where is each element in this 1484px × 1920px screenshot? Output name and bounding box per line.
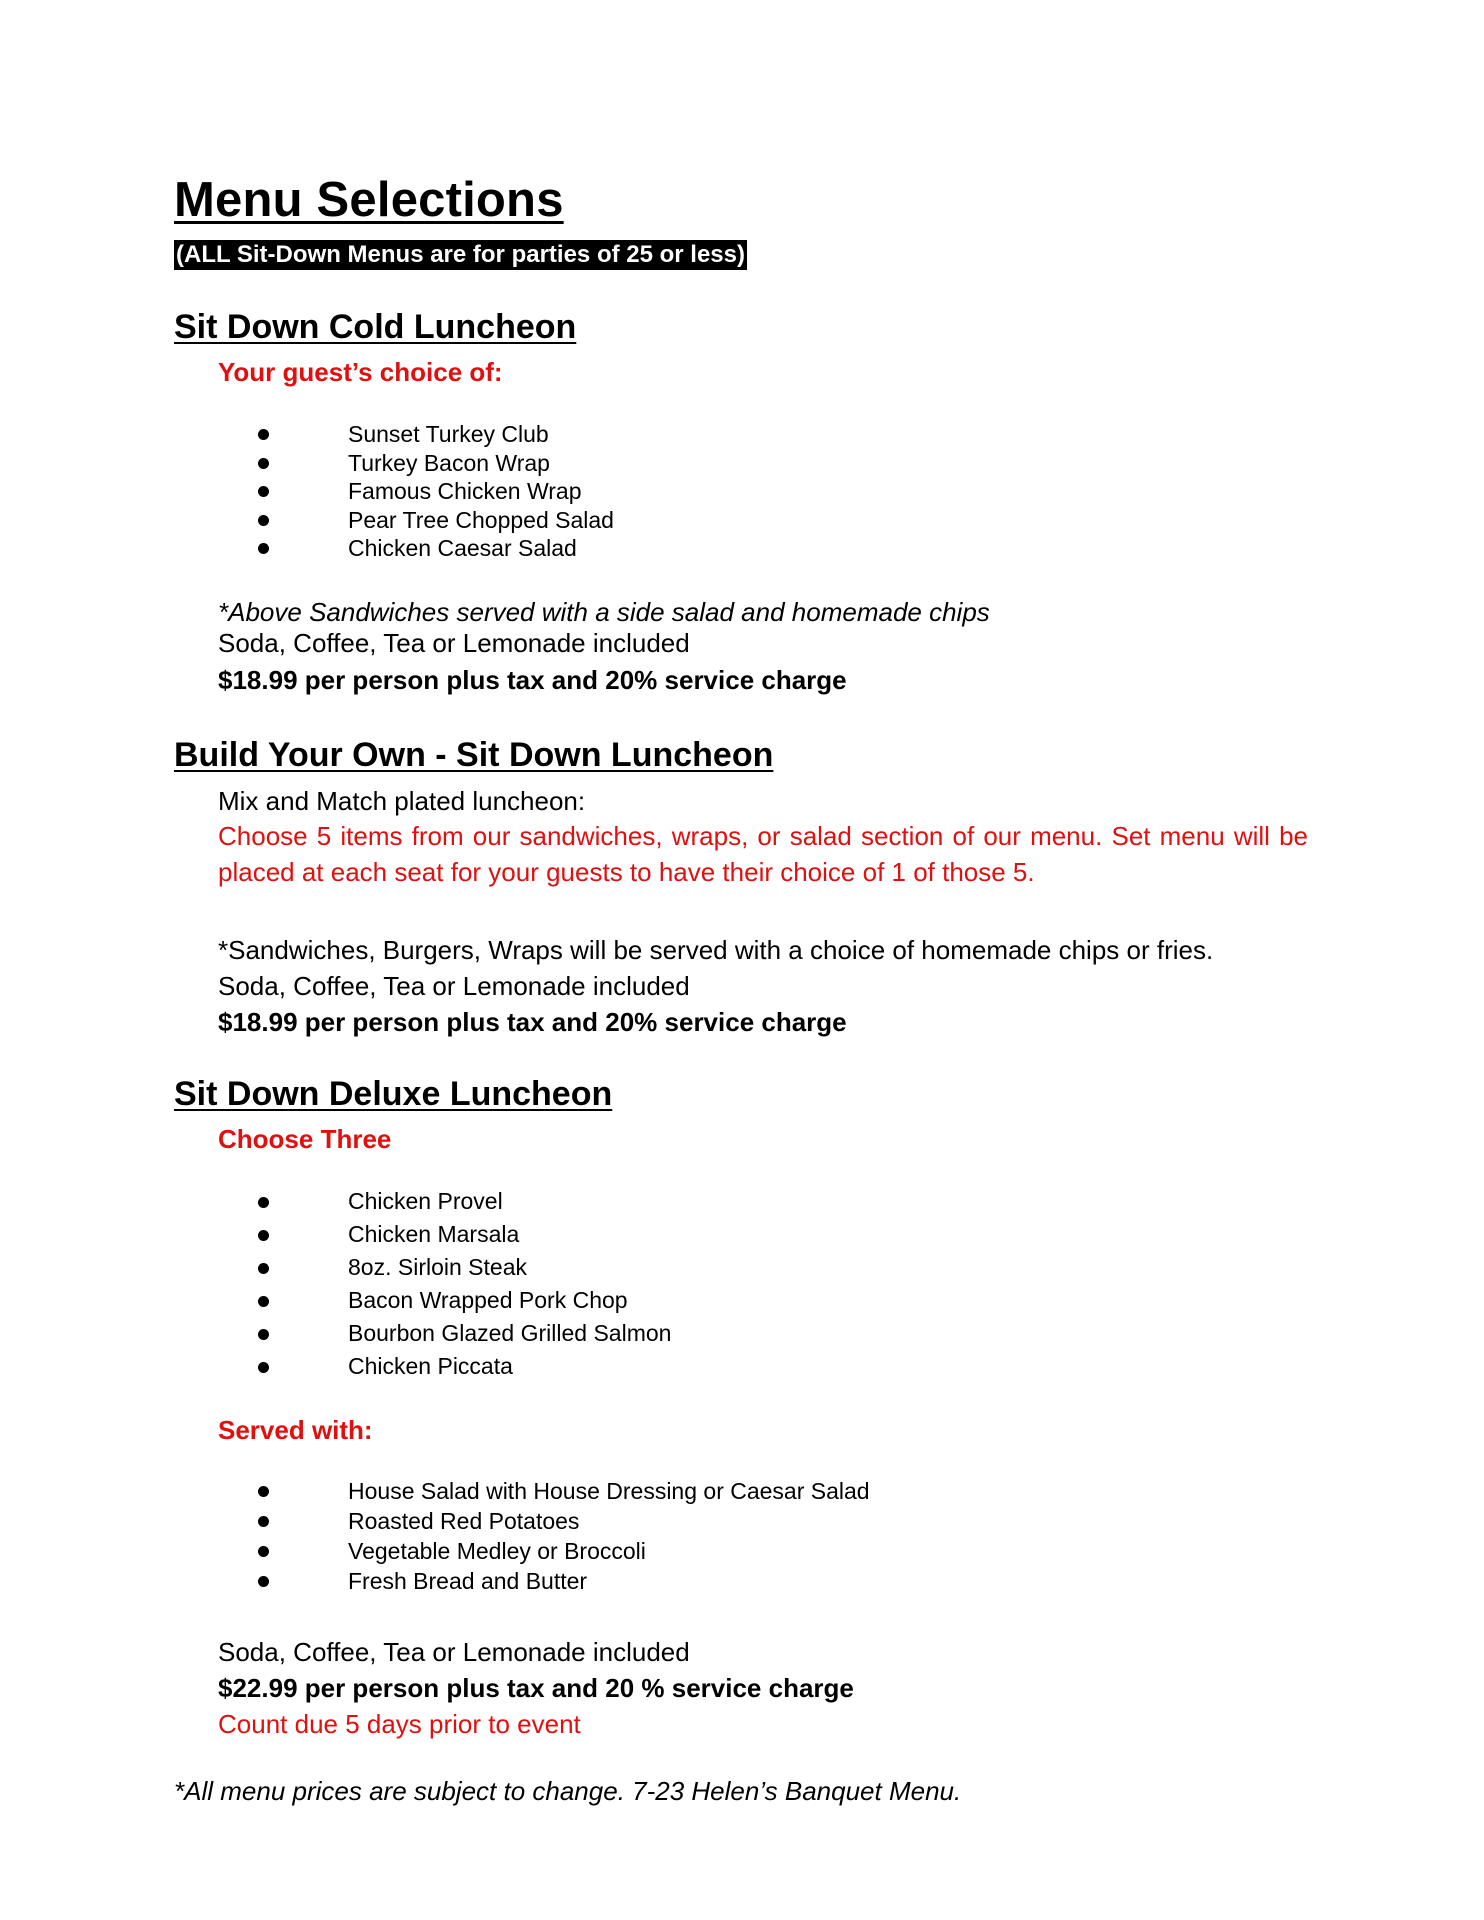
bullet-icon <box>258 515 269 526</box>
build-your-own-note: *Sandwiches, Burgers, Wraps will be served with a choice of homemade chips or fries. <box>218 935 1214 965</box>
cold-luncheon-drinks: Soda, Coffee, Tea or Lemonade included <box>218 628 690 658</box>
deluxe-luncheon-drinks: Soda, Coffee, Tea or Lemonade included <box>218 1637 690 1667</box>
bullet-icon <box>258 543 269 554</box>
count-due-notice: Count due 5 days prior to event <box>218 1709 581 1739</box>
build-your-own-title: Build Your Own - Sit Down Luncheon <box>174 736 774 774</box>
bullet-icon <box>258 1296 269 1307</box>
bullet-icon <box>258 1197 269 1208</box>
list-item: Fresh Bread and Butter <box>258 1566 870 1596</box>
list-item: Roasted Red Potatoes <box>258 1506 870 1536</box>
cold-luncheon-choice-label: Your guest’s choice of: <box>218 357 503 387</box>
page-title: Menu Selections <box>174 173 564 227</box>
bullet-icon <box>258 1486 269 1497</box>
list-item: Pear Tree Chopped Salad <box>258 506 614 535</box>
list-item: Turkey Bacon Wrap <box>258 449 614 478</box>
deluxe-sides-list <box>258 1476 870 1596</box>
list-item: Chicken Caesar Salad <box>258 534 614 563</box>
deluxe-luncheon-title: Sit Down Deluxe Luncheon <box>174 1075 613 1113</box>
list-item: Bacon Wrapped Pork Chop <box>258 1284 671 1317</box>
bullet-icon <box>258 1576 269 1587</box>
build-your-own-drinks: Soda, Coffee, Tea or Lemonade included <box>218 971 690 1001</box>
list-item: Chicken Provel <box>258 1185 671 1218</box>
bullet-icon <box>258 1516 269 1527</box>
bullet-icon <box>258 486 269 497</box>
list-item: Bourbon Glazed Grilled Salmon <box>258 1317 671 1350</box>
cold-luncheon-title: Sit Down Cold Luncheon <box>174 308 577 346</box>
party-size-notice: (ALL Sit-Down Menus are for parties of 25 or less) <box>176 241 745 268</box>
bullet-icon <box>258 1362 269 1373</box>
cold-luncheon-note: *Above Sandwiches served with a side salad and homemade chips <box>218 597 990 627</box>
list-item: Chicken Marsala <box>258 1218 671 1251</box>
served-with-label: Served with: <box>218 1415 373 1445</box>
build-your-own-instructions: Choose 5 items from our sandwiches, wraps, or salad section of our menu. Set menu will be placed at each seat for your guests to have their choice of 1 of those 5. <box>218 821 1308 887</box>
list-item: 8oz. Sirloin Steak <box>258 1251 671 1284</box>
bullet-icon <box>258 1263 269 1274</box>
bullet-icon <box>258 1230 269 1241</box>
build-your-own-intro: Mix and Match plated luncheon: <box>218 786 586 816</box>
cold-luncheon-price: $18.99 per person plus tax and 20% service charge <box>218 665 847 695</box>
list-item: House Salad with House Dressing or Caesar Salad <box>258 1476 870 1506</box>
list-item: Chicken Piccata <box>258 1350 671 1383</box>
price-disclaimer: *All menu prices are subject to change. 7-23 Helen’s Banquet Menu. <box>174 1776 962 1806</box>
list-item: Sunset Turkey Club <box>258 420 614 449</box>
deluxe-luncheon-price: $22.99 per person plus tax and 20 % service charge <box>218 1673 854 1703</box>
list-item: Famous Chicken Wrap <box>258 477 614 506</box>
bullet-icon <box>258 458 269 469</box>
bullet-icon <box>258 1546 269 1557</box>
deluxe-entree-list <box>258 1185 671 1383</box>
build-your-own-price: $18.99 per person plus tax and 20% service charge <box>218 1007 847 1037</box>
bullet-icon <box>258 429 269 440</box>
bullet-icon <box>258 1329 269 1340</box>
deluxe-luncheon-choice-label: Choose Three <box>218 1124 392 1154</box>
cold-luncheon-list <box>258 420 614 563</box>
list-item: Vegetable Medley or Broccoli <box>258 1536 870 1566</box>
